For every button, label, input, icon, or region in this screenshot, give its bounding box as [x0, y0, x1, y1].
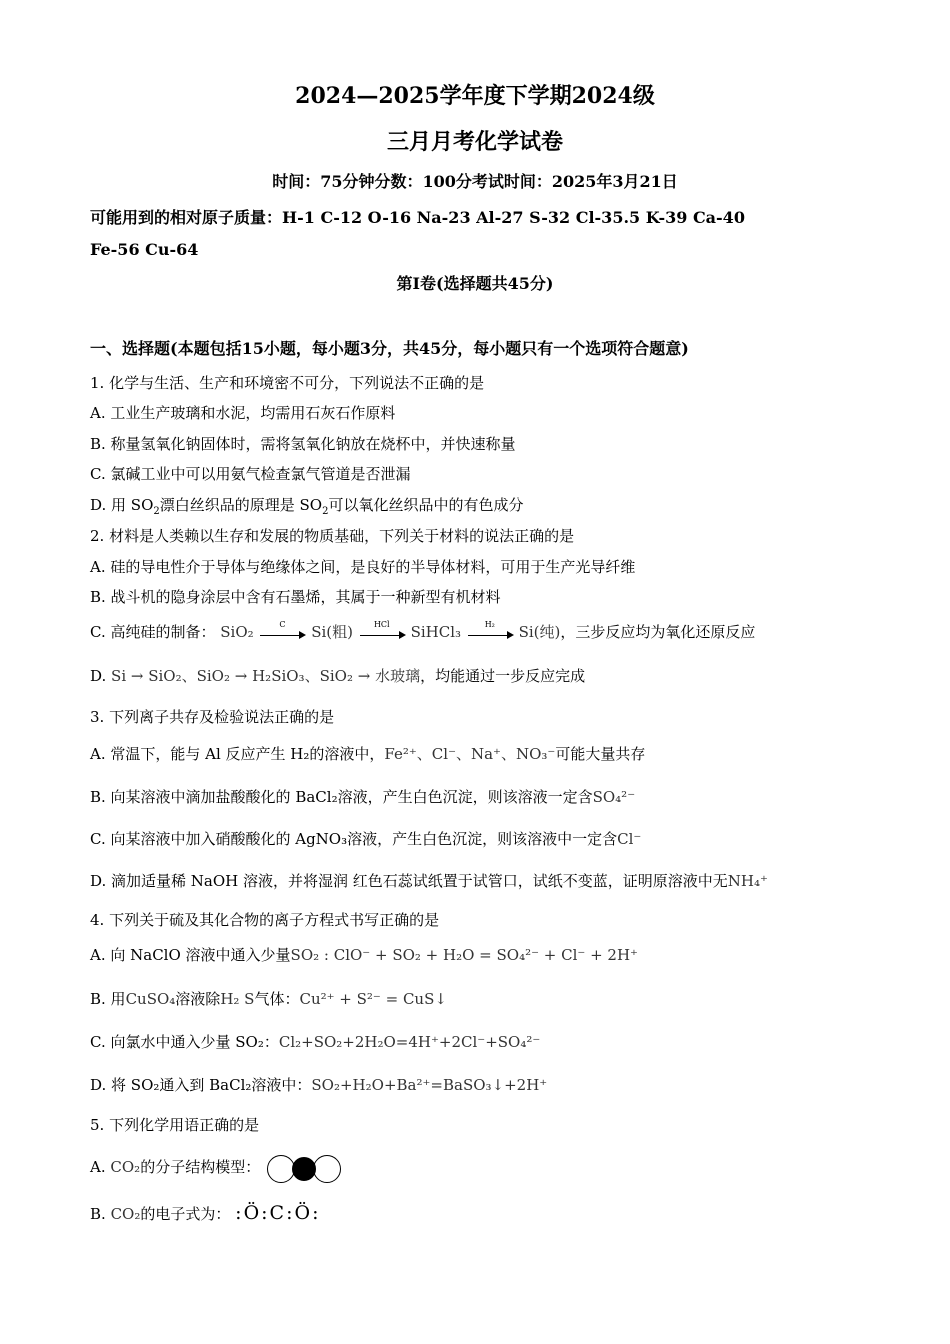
q5-stem: 5. 下列化学用语正确的是: [90, 1116, 260, 1134]
q3-b-ion: SO₄²⁻: [592, 788, 636, 806]
q4-c-eq: Cl₂+SO₂+2H₂O=4H⁺+2Cl⁻+SO₄²⁻: [278, 1033, 541, 1051]
q1-option-a: A. 工业生产玻璃和水泥，均需用石灰石作原料: [90, 404, 396, 422]
q3-d-ion: NH₄⁺: [727, 872, 768, 890]
q3-d-pre: D. 滴加适量稀 NaOH 溶液，并将湿润 红色石蕊试纸置于试管口，试纸不变蓝，证明原溶液中无: [90, 872, 728, 890]
q5-b-post: 的电子式为：: [140, 1205, 231, 1223]
q2-option-a: A. 硅的导电性介于导体与绝缘体之间，是良好的半导体材料，可用于生产光导纤维: [90, 558, 636, 576]
q4-option-a: [90, 945, 638, 965]
q3-b-pre: B. 向某溶液中滴加盐酸酸化的 BaCl₂溶液，产生白色沉淀，则该溶液一定含: [90, 788, 593, 806]
q3-c-pre: C. 向某溶液中加入硝酸酸化的 AgNO₃溶液，产生白色沉淀，则该溶液中一定含: [90, 830, 618, 848]
q2-c-eq-sio2: SiO₂: [220, 623, 254, 641]
arrow-icon: C: [258, 626, 306, 640]
arrow-icon: H₂: [466, 626, 514, 640]
q2-c-post: ，三步反应均为氧化还原反应: [560, 623, 756, 641]
q4-option-c: [90, 1032, 540, 1052]
exam-time-info: 时间：75分钟分数：100分考试时间：2025年3月21日: [272, 172, 678, 191]
exam-title-line2: 三月月考化学试卷: [386, 129, 563, 155]
q4-b-eq: Cu²⁺ + S²⁻ = CuS↓: [299, 990, 447, 1008]
q4-b-mid2: 气体：: [254, 990, 300, 1008]
q4-b-cuso4: CuSO₄: [125, 990, 176, 1008]
q5-b-pre: B.: [90, 1205, 106, 1223]
q5-option-b: [90, 1200, 320, 1227]
atomic-masses-line1: 可能用到的相对原子质量：H-1 C-12 O-16 Na-23 Al-27 S-32 Cl-35.5 K-39 Ca-40: [90, 208, 745, 227]
q1-option-c: C. 氯碱工业中可以用氨气检查氯气管道是否泄漏: [90, 465, 411, 483]
atomic-masses-line2: Fe-56 Cu-64: [90, 240, 199, 259]
q2-d-pre: D.: [90, 667, 107, 685]
q1-option-d: D. 用 $SO_2$漂白丝织品的原理是 $SO_2$可以氧化丝织品中的有色成分: [90, 496, 524, 517]
q2-stem: 2. 材料是人类赖以生存和发展的物质基础，下列关于材料的说法正确的是: [90, 527, 575, 545]
q4-d-eq: SO₂+H₂O+Ba²⁺=BaSO₃↓+2H⁺: [311, 1076, 548, 1094]
q1-option-b: B. 称量氢氧化钠固体时，需将氢氧化钠放在烧杯中，并快速称量: [90, 435, 516, 453]
part-heading: 第Ⅰ卷(选择题共45分): [396, 274, 554, 293]
section-heading: 一、选择题(本题包括15小题，每小题3分，共45分，每小题只有一个选项符合题意): [90, 339, 689, 358]
q2-c-eq-si-crude: Si(粗): [311, 623, 353, 641]
q4-b-pre: B. 用: [90, 990, 126, 1008]
q2-c-eq-si-pure: Si(纯): [518, 623, 561, 641]
q1-stem: 1. 化学与生活、生产和环境密不可分，下列说法不正确的是: [90, 374, 485, 392]
q5-b-co2: CO₂: [110, 1205, 141, 1223]
q4-stem: 4. 下列关于硫及其化合物的离子方程式书写正确的是: [90, 911, 440, 929]
q2-option-d: [90, 666, 585, 686]
q4-b-mid: 溶液除: [175, 990, 221, 1008]
q4-option-b: [90, 989, 447, 1009]
q3-option-d: [90, 871, 768, 891]
co2-electron-formula: :Ö:C:Ö:: [235, 1202, 321, 1224]
q2-d-post: ，均能通过一步反应完成: [420, 667, 586, 685]
co2-ball-model-icon: [267, 1153, 341, 1183]
q3-c-ion: Cl⁻: [617, 830, 642, 848]
q2-c-pre: C. 高纯硅的制备：: [90, 623, 216, 641]
q4-b-h2s: H₂ S: [220, 990, 255, 1008]
q5-a-co2: CO₂: [110, 1158, 141, 1176]
q3-option-a: [90, 744, 645, 764]
q3-a-ions: Fe²⁺、Cl⁻、Na⁺、NO₃⁻: [384, 745, 556, 763]
q3-option-b: [90, 787, 635, 807]
q5-a-pre: A.: [90, 1158, 106, 1176]
q3-stem: 3. 下列离子共存及检验说法正确的是: [90, 708, 335, 726]
q2-d-eq: Si → SiO₂、SiO₂ → H₂SiO₃、SiO₂ → 水玻璃: [111, 667, 421, 685]
q2-c-eq-sihcl3: SiHCl₃: [410, 623, 462, 641]
q1-d-pre: D. 用 SO: [90, 496, 154, 514]
q1-d-post: 可以氧化丝织品中的有色成分: [328, 496, 524, 514]
q4-option-d: [90, 1075, 547, 1095]
q3-a-pre: A. 常温下，能与 Al 反应产生 H₂的溶液中，: [90, 745, 385, 763]
q4-a-eq: SO₂ : ClO⁻ + SO₂ + H₂O = SO₄²⁻ + Cl⁻ + 2H⁺: [290, 946, 638, 964]
q2-option-c: [90, 622, 755, 642]
exam-title-line1: 2024—2025学年度下学期2024级: [295, 83, 655, 109]
q5-option-a: [90, 1152, 341, 1183]
q1-d-mid: 漂白丝织品的原理是 SO: [159, 496, 323, 514]
q4-c-pre: C. 向氯水中通入少量 SO₂：: [90, 1033, 279, 1051]
q3-a-post: 可能大量共存: [555, 745, 646, 763]
q2-option-b: B. 战斗机的隐身涂层中含有石墨烯，其属于一种新型有机材料: [90, 588, 501, 606]
arrow-icon: HCl: [358, 626, 406, 640]
q4-a-pre: A. 向 NaClO 溶液中通入少量: [90, 946, 291, 964]
q3-option-c: [90, 829, 641, 849]
q4-d-pre: D. 将 SO₂通入到 BaCl₂溶液中：: [90, 1076, 312, 1094]
q5-a-post: 的分子结构模型：: [140, 1158, 261, 1176]
